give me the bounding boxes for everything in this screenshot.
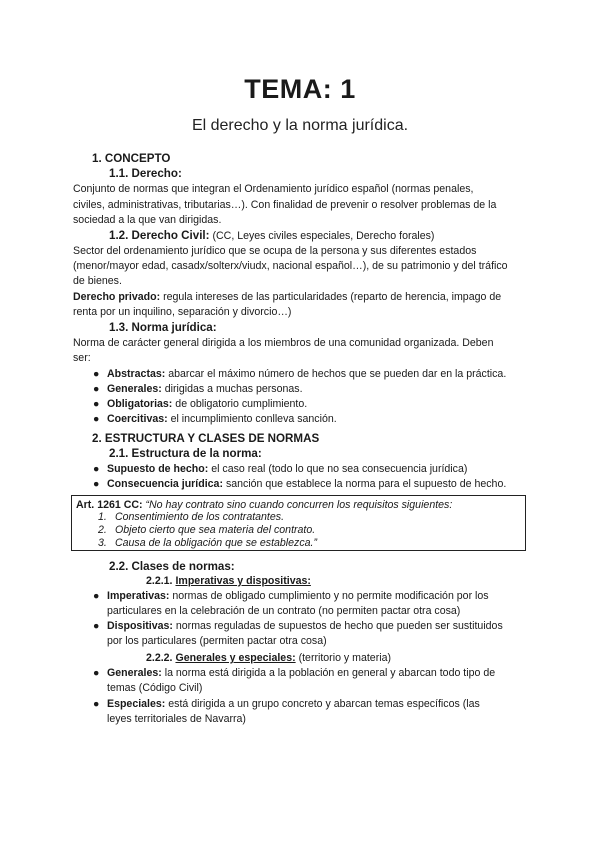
bullet-icon: ● xyxy=(93,398,100,410)
page-subtitle: El derecho y la norma jurídica. xyxy=(191,117,409,134)
article-item-number: 2. xyxy=(98,524,107,536)
bullet-especiales-line-2: leyes territoriales de Navarra) xyxy=(107,713,246,725)
article-item: Consentimiento de los contratantes. xyxy=(115,511,285,523)
bullet-supuesto-de-hecho: Supuesto de hecho: el caso real (todo lo que no sea consecuencia jurídica) xyxy=(107,463,468,475)
bullet-icon: ● xyxy=(93,667,100,679)
derecho-civil-line-1: Sector del ordenamiento jurídico que se ocupa de la persona y sus diferentes estados xyxy=(73,245,477,257)
subsection-2-2-1-heading: 2.2.1. Imperativas y dispositivas: xyxy=(146,575,311,587)
subsection-1-1-heading: 1.1. Derecho: xyxy=(109,167,182,180)
bullet-generales-tipo-line-1: Generales: la norma está dirigida a la población en general y abarcan todo tipo de xyxy=(107,667,496,679)
bullet-consecuencia-juridica: Consecuencia jurídica: sanción que establece la norma para el supuesto de hecho. xyxy=(107,478,507,490)
article-quote-box xyxy=(71,495,526,551)
bullet-icon: ● xyxy=(93,620,100,632)
derecho-civil-line-3: de bienes. xyxy=(73,275,122,287)
bullet-dispositivas-line-2: por los particulares (permiten pactar otra cosa) xyxy=(107,635,327,647)
bullet-icon: ● xyxy=(93,590,100,602)
norma-juridica-line-2: ser: xyxy=(73,352,91,364)
norma-juridica-line-1: Norma de carácter general dirigida a los miembros de una comunidad organizada. Deben xyxy=(73,337,494,349)
article-item: Causa de la obligación que se establezca.” xyxy=(115,537,318,549)
article-item: Objeto cierto que sea materia del contrato. xyxy=(115,524,316,536)
bullet-generales: Generales: dirigidas a muchas personas. xyxy=(107,383,303,395)
derecho-civil-line-2: (menor/mayor edad, casadx/solterx/viudx, nacional español…), de su patrimonio y del tráfico xyxy=(73,260,508,272)
derecho-privado-line-2: renta por un inquilino, separación y divorcio…) xyxy=(73,306,292,318)
bullet-obligatorias: Obligatorias: de obligatorio cumplimiento. xyxy=(107,398,308,410)
article-intro: Art. 1261 CC: “No hay contrato sino cuando concurren los requisitos siguientes: xyxy=(76,499,453,511)
bullet-especiales-line-1: Especiales: está dirigida a un grupo concreto y abarcan temas específicos (las xyxy=(107,698,480,710)
subsection-2-2-2-heading: 2.2.2. Generales y especiales: (territorio y materia) xyxy=(146,652,391,664)
article-item-number: 3. xyxy=(98,537,107,549)
section-1-heading: 1. CONCEPTO xyxy=(92,152,171,165)
derecho-privado-line-1: Derecho privado: regula intereses de las particularidades (reparto de herencia, impago de xyxy=(73,291,502,303)
bullet-imperativas-line-2: particulares en la celebración de un contrato (no permiten pactar otra cosa) xyxy=(107,605,461,617)
derecho-line-2: civiles, administrativas, tributarias…). Con finalidad de prevenir o resolver problemas de la xyxy=(73,199,497,211)
bullet-abstractas: Abstractas: abarcar el máximo número de hechos que se pueden dar en la práctica. xyxy=(107,368,507,380)
bullet-icon: ● xyxy=(93,463,100,475)
bullet-icon: ● xyxy=(93,698,100,710)
bullet-coercitivas: Coercitivas: el incumplimiento conlleva sanción. xyxy=(107,413,337,425)
derecho-line-3: sociedad a la que van dirigidas. xyxy=(73,214,222,226)
section-2-heading: 2. ESTRUCTURA Y CLASES DE NORMAS xyxy=(92,432,320,445)
bullet-icon: ● xyxy=(93,413,100,425)
subsection-2-1-heading: 2.1. Estructura de la norma: xyxy=(109,447,262,460)
page-title: TEMA: 1 xyxy=(244,74,356,104)
bullet-icon: ● xyxy=(93,368,100,380)
bullet-icon: ● xyxy=(93,478,100,490)
bullet-icon: ● xyxy=(93,383,100,395)
subsection-2-2-heading: 2.2. Clases de normas: xyxy=(109,560,235,573)
bullet-imperativas-line-1: Imperativas: normas de obligado cumplimiento y no permite modificación por los xyxy=(107,590,489,602)
subsection-1-3-heading: 1.3. Norma jurídica: xyxy=(109,321,217,334)
bullet-generales-tipo-line-2: temas (Código Civil) xyxy=(107,682,203,694)
subsection-1-2-heading: 1.2. Derecho Civil: (CC, Leyes civiles especiales, Derecho forales) xyxy=(109,229,435,242)
bullet-dispositivas-line-1: Dispositivas: normas reguladas de supuestos de hecho que pueden ser sustituidos xyxy=(107,620,503,632)
article-item-number: 1. xyxy=(98,511,107,523)
derecho-line-1: Conjunto de normas que integran el Ordenamiento jurídico español (normas penales, xyxy=(73,183,474,195)
